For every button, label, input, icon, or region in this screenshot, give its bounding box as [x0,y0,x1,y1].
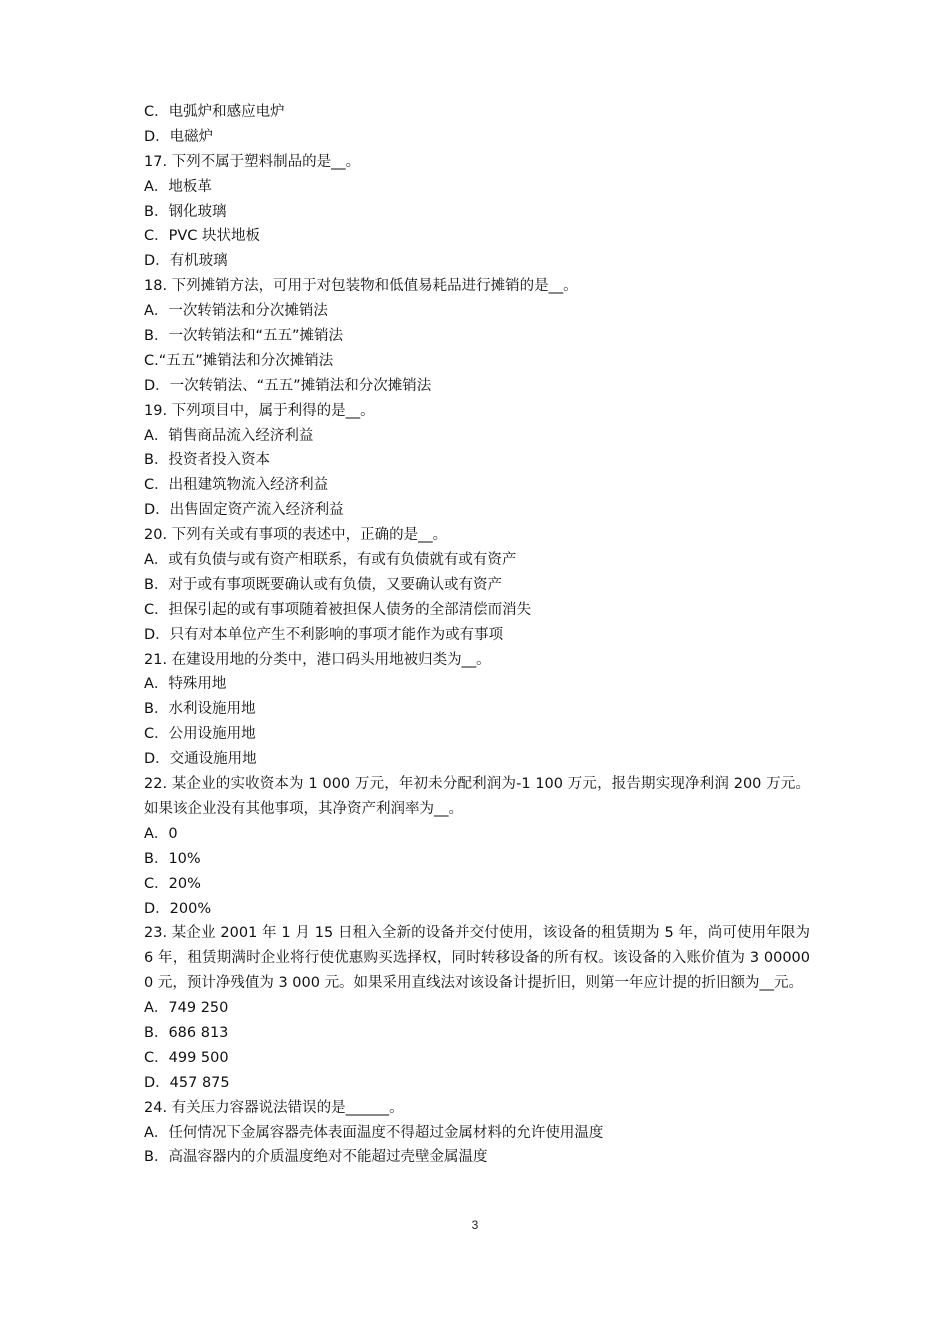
answer-option: B．投资者投入资本 [144,452,270,469]
answer-option: C．担保引起的或有事项随着被担保人债务的全部清偿而消失 [144,601,532,618]
question-text: 18. 下列摊销方法，可用于对包装物和低值易耗品进行摊销的是__。 [144,278,578,295]
answer-option: D．电磁炉 [144,128,214,145]
answer-option: A．一次转销法和分次摊销法 [144,303,328,320]
page-number: 3 [471,1218,479,1232]
answer-option: D．有机玻璃 [144,253,228,270]
answer-option: A．地板革 [144,178,212,195]
answer-option: A．或有负债与或有资产相联系，有或有负债就有或有资产 [144,552,517,569]
answer-option: D．交通设施用地 [144,751,257,768]
answer-option: C．电弧炉和感应电炉 [144,104,285,120]
question-text: 23. 某企业 2001 年 1 月 15 日租入全新的设备并交付使用，该设备的租赁期为 5 年，尚可使用年限为 6 年，租赁期满时企业将行使优惠购买选择权，同时转移设备的所有权。该设备的入账价值为 3 000000 元，预计净残值为 3 000 元。如果采用直线法对该设备计提折旧，则第一年应计提的折旧额为__元。 [144,925,810,992]
answer-option: A．任何情况下金属容器壳体表面温度不得超过金属材料的允许使用温度 [144,1124,604,1141]
answer-option: A．特殊用地 [144,676,227,693]
answer-option: C．499 500 [144,1049,229,1066]
answer-option: B．一次转销法和“五五”摊销法 [144,328,343,345]
document-body [144,100,810,1170]
answer-option: B．水利设施用地 [144,701,256,718]
answer-option: C．20% [144,875,201,892]
answer-option: C.“五五”摊销法和分次摊销法 [144,352,334,369]
answer-option: B．对于或有事项既要确认或有负债，又要确认或有资产 [144,576,502,593]
answer-option: D．只有对本单位产生不利影响的事项才能作为或有事项 [144,626,504,643]
answer-option: D．200% [144,900,212,917]
answer-option: D．457 875 [144,1074,230,1091]
question-text: 19. 下列项目中，属于利得的是__。 [144,402,375,419]
answer-option: B．钢化玻璃 [144,203,227,220]
answer-option: B．10% [144,850,201,867]
question-text: 24. 有关压力容器说法错误的是______。 [144,1099,404,1116]
answer-option: A．0 [144,825,178,842]
question-text: 20. 下列有关或有事项的表述中，正确的是__。 [144,527,448,544]
answer-option: D．一次转销法、“五五”摊销法和分次摊销法 [144,377,432,394]
answer-option: C．公用设施用地 [144,726,256,743]
question-text: 17. 下列不属于塑料制品的是__。 [144,153,361,170]
answer-option: B．686 813 [144,1025,229,1042]
answer-option: D．出售固定资产流入经济利益 [144,502,344,519]
answer-option: C．PVC 块状地板 [144,228,261,245]
answer-option: A．销售商品流入经济利益 [144,427,314,444]
question-text: 21. 在建设用地的分类中，港口码头用地被归类为__。 [144,651,491,668]
answer-option: C．出租建筑物流入经济利益 [144,477,329,494]
answer-option: B．高温容器内的介质温度绝对不能超过壳壁金属温度 [144,1149,488,1166]
question-text: 22. 某企业的实收资本为 1 000 万元，年初未分配利润为-1 100 万元，报告期实现净利润 200 万元。如果该企业没有其他事项，其净资产利润率为__。 [144,776,810,817]
answer-option: A．749 250 [144,1000,229,1017]
